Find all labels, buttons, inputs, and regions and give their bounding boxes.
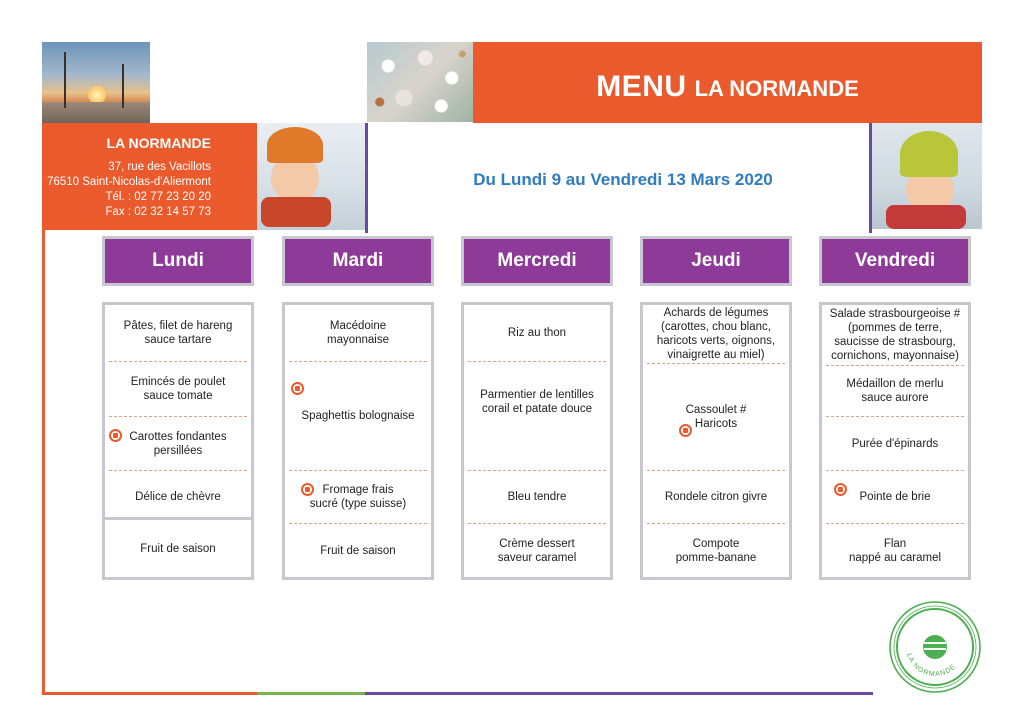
day-column-jeudi <box>640 236 792 564</box>
day-menu-card <box>461 302 613 580</box>
menu-item-text: Parmentier de lentilles corail et patate douce <box>480 389 594 415</box>
menu-item <box>105 417 251 470</box>
menu-item-text: Délice de chèvre <box>135 491 221 503</box>
menu-item <box>464 471 610 523</box>
menu-item <box>285 305 431 361</box>
homemade-icon <box>679 424 692 437</box>
address-phone: Tél. : 02 77 23 20 20 <box>105 191 211 203</box>
frame-bottom-green <box>257 692 365 695</box>
menu-word: MENU <box>596 70 687 103</box>
menu-item-text: Purée d'épinards <box>851 437 939 450</box>
menu-item-text: Salade strasbourgeoise # (pommes de terre, saucisse de strasbourg, cornichons, mayonnaise) <box>829 308 961 362</box>
address-fax: Fax : 02 32 14 57 73 <box>105 206 211 218</box>
menu-item-text: Crème dessert saveur caramel <box>497 537 577 564</box>
homemade-icon <box>834 483 847 496</box>
menu-item <box>105 520 251 577</box>
menu-item-text: Pâtes, filet de hareng sauce tartare <box>123 320 233 346</box>
menu-item <box>105 362 251 416</box>
menu-item <box>464 524 610 577</box>
menu-item-text: Emincés de poulet sauce tomate <box>130 376 226 402</box>
day-menu-card <box>819 302 971 580</box>
day-column-mercredi <box>461 236 613 564</box>
blossom-tree-photo <box>367 42 473 122</box>
menu-item <box>105 471 251 523</box>
frame-left-line <box>42 230 45 694</box>
day-name: Lundi <box>105 239 251 283</box>
menu-item <box>285 362 431 470</box>
menu-item-text: Fruit de saison <box>320 544 396 557</box>
day-name: Mardi <box>285 239 431 283</box>
day-menu-card-footer <box>102 520 254 580</box>
menu-item <box>285 524 431 577</box>
day-name: Mercredi <box>464 239 610 283</box>
menu-item <box>464 362 610 442</box>
menu-item-text: Bleu tendre <box>507 491 567 503</box>
menu-item <box>822 471 968 523</box>
frame-divider-right <box>869 123 872 233</box>
menu-item-text: Cassoulet # Haricots <box>685 404 747 430</box>
menu-item-text: Rondele citron givre <box>664 491 768 503</box>
page-title <box>473 70 982 104</box>
day-column-mardi <box>282 236 434 557</box>
day-header <box>640 236 792 286</box>
address-name: LA NORMANDE <box>106 135 211 151</box>
frame-bottom-orange <box>42 692 257 695</box>
day-column-vendredi <box>819 236 971 564</box>
day-menu-card <box>102 302 254 520</box>
menu-item-text: Carottes fondantes persillées <box>129 430 227 457</box>
menu-item-text: Fromage frais sucré (type suisse) <box>309 484 407 510</box>
winter-sunset-photo <box>42 42 150 124</box>
day-header <box>461 236 613 286</box>
header-banner <box>473 42 982 123</box>
day-header <box>282 236 434 286</box>
menu-item <box>464 305 610 361</box>
logo-text: LA NORMANDE <box>904 652 958 679</box>
homemade-icon <box>301 483 314 496</box>
day-name: Jeudi <box>643 239 789 283</box>
menu-item <box>643 305 789 363</box>
day-column-lundi <box>102 236 254 555</box>
date-range: Du Lundi 9 au Vendredi 13 Mars 2020 <box>473 170 773 189</box>
homemade-icon <box>291 382 304 395</box>
menu-item-text: Spaghettis bolognaise <box>301 410 415 422</box>
logo-graphic <box>886 598 984 696</box>
menu-item-text: Macédoine mayonnaise <box>326 320 389 346</box>
menu-item-text: Médaillon de merlu sauce aurore <box>846 378 944 404</box>
menu-item <box>822 417 968 470</box>
frame-divider-left <box>365 123 368 233</box>
la-normande-logo <box>886 598 984 696</box>
menu-item-text: Riz au thon <box>507 327 567 339</box>
restaurant-name: LA NORMANDE <box>694 76 859 101</box>
address-city: 76510 Saint-Nicolas-d'Aliermont <box>47 176 211 188</box>
menu-item <box>822 305 968 365</box>
menu-item <box>105 305 251 361</box>
homemade-icon <box>109 429 122 442</box>
plate-fork-knife-icon <box>923 635 947 659</box>
menu-item-text: Compote pomme-banane <box>675 537 757 564</box>
day-header <box>819 236 971 286</box>
day-menu-card <box>282 302 434 580</box>
address-street: 37, rue des Vacillots <box>108 161 211 173</box>
menu-item-text: Pointe de brie <box>859 491 931 503</box>
menu-item <box>643 471 789 523</box>
child-photo-right <box>872 123 982 229</box>
menu-item-text: Fruit de saison <box>140 542 216 555</box>
child-photo-left <box>257 123 367 230</box>
menu-item-text: Flan nappé au caramel <box>848 537 942 564</box>
menu-item <box>643 524 789 577</box>
day-header <box>102 236 254 286</box>
menu-item-text: Achards de légumes (carottes, chou blanc, haricots verts, oignons, vinaigrette au miel) <box>656 307 776 361</box>
menu-item <box>822 524 968 577</box>
day-name: Vendredi <box>822 239 968 283</box>
menu-item <box>285 471 431 523</box>
menu-item <box>643 364 789 470</box>
menu-item <box>822 366 968 416</box>
day-menu-card <box>640 302 792 580</box>
frame-bottom-purple <box>365 692 873 695</box>
address-box <box>42 123 257 230</box>
